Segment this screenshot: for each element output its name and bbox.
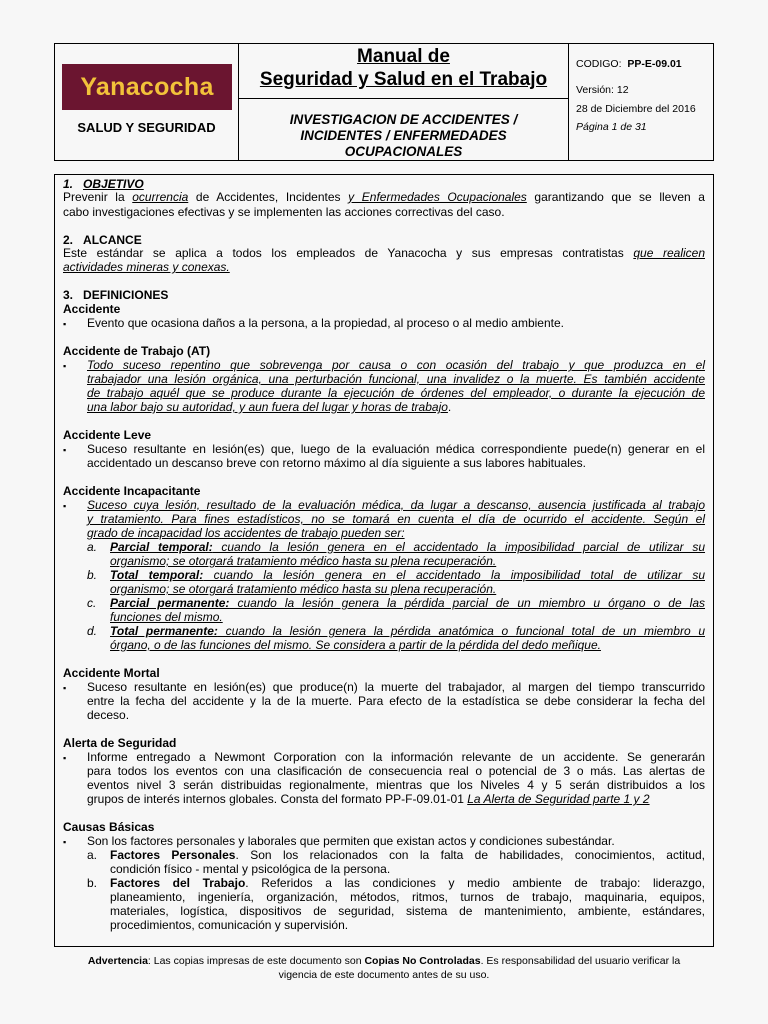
list-letter: d.	[87, 624, 98, 638]
bullet-icon: ▪	[63, 837, 67, 847]
definition-text: Son los factores personales y laborales que permiten que existan actos y condiciones subestándar.	[87, 834, 615, 848]
list-item: funciones del mismo.	[110, 610, 223, 624]
definition-text: eventos nivel 3 serán distribuidas regionalmente, mientras que los Niveles 4 y 5 serán distribuidos a los	[87, 778, 705, 792]
manual-title-line2: Seguridad y Salud en el Trabajo	[259, 69, 548, 90]
definition-text: y tratamiento. Para fines estadísticos, no se tomará en cuenta el día de ocurrido el accidente. Según el	[87, 512, 705, 526]
definition-text: Suceso resultante en lesión(es) que produce(n) la muerte del trabajador, al margen del tiempo transcurrido	[87, 680, 705, 694]
definition-title: Accidente Incapacitante	[63, 484, 201, 498]
department-label: SALUD Y SEGURIDAD	[77, 120, 216, 135]
subtitle-line: INVESTIGACION DE ACCIDENTES /	[289, 112, 518, 127]
definition-title: Accidente	[63, 302, 121, 316]
header-left-cell	[55, 44, 239, 160]
manual-title-line1: Manual de	[357, 46, 450, 67]
section-heading: 3. DEFINICIONES	[63, 288, 169, 302]
bullet-icon: ▪	[63, 753, 67, 763]
header-meta-cell	[569, 44, 713, 160]
list-letter: a.	[87, 540, 98, 554]
definition-text: para todos los eventos con una clasificación de consecuencia real o potencial de 3 o más. Las alertas de	[87, 764, 705, 778]
paragraph-line: Este estándar se aplica a todos los empleados de Yanacocha y sus empresas contratistas que realicen	[63, 246, 705, 260]
list-item: Parcial temporal: cuando la lesión genera en el accidentado la imposibilidad parcial de utilizar su	[110, 540, 706, 554]
code-value: PP-E-09.01	[627, 58, 682, 70]
definition-text: una labor bajo su autoridad, y aun fuera del lugar y horas de trabajo.	[87, 400, 452, 414]
list-letter: b.	[87, 568, 98, 582]
document-footer	[48, 954, 720, 982]
footer-line: vigencia de este documento antes de su uso.	[278, 969, 490, 981]
document-header	[54, 43, 714, 161]
list-letter: b.	[87, 876, 98, 890]
bullet-icon: ▪	[63, 683, 67, 693]
date: 28 de Diciembre del 2016	[576, 103, 696, 115]
list-item: condición físico - mental y psicológica de la persona.	[110, 862, 391, 876]
section-heading: 1. OBJETIVO	[63, 177, 144, 191]
list-item: planeamiento, ingeniería, organización, métodos, ritmos, turnos de trabajo, maquinaria, equipos,	[110, 890, 705, 904]
list-item: Total temporal: cuando la lesión genera en el accidentado la imposibilidad total de utilizar su	[110, 568, 705, 582]
header-title-cell	[239, 44, 569, 160]
bullet-icon: ▪	[63, 361, 67, 371]
definition-text: Todo suceso repentino que sobrevenga por causa o con ocasión del trabajo y que produzca en el	[87, 358, 705, 372]
footer-line: Advertencia: Las copias impresas de este documento son Copias No Controladas. Es responsabilidad del usuario verificar la	[87, 955, 681, 967]
definition-text: deceso.	[87, 708, 130, 722]
subtitle-line: INCIDENTES / ENFERMEDADES	[300, 128, 507, 143]
bullet-icon: ▪	[63, 501, 67, 511]
company-logo	[62, 64, 232, 110]
list-item: Factores Personales. Son los relacionados con la falta de habilidades, conocimientos, actitud,	[110, 848, 705, 862]
list-letter: a.	[87, 848, 98, 862]
logo-text: Yanacocha	[80, 72, 214, 101]
bullet-icon: ▪	[63, 445, 67, 455]
definition-text: entre la fecha del accidente y la de la muerte. Para efecto de la estadística se debe considerar la fecha del	[87, 694, 705, 708]
list-item: procedimientos, comunicación y supervisión.	[110, 918, 349, 932]
definition-text: trabajador una lesión orgánica, una perturbación funcional, una invalidez o la muerte. Es también accidente	[87, 372, 705, 386]
definition-title: Accidente de Trabajo (AT)	[63, 344, 211, 358]
list-item: organismo; se otorgará tratamiento médico hasta su plena recuperación.	[110, 582, 497, 596]
definition-title: Accidente Mortal	[63, 666, 160, 680]
list-item: Parcial permanente: cuando la lesión genera la pérdida parcial de un miembro u órgano o de las	[110, 596, 706, 610]
version: Versión: 12	[576, 84, 629, 96]
definition-text: Evento que ocasiona daños a la persona, a la propiedad, al proceso o al medio ambiente.	[87, 316, 564, 330]
definition-text: Informe entregado a Newmont Corporation con la información relevante de un accidente. Se generarán	[87, 750, 705, 764]
code-label: CODIGO:	[576, 58, 622, 70]
list-item: organismo; se otorgará tratamiento médico hasta su plena recuperación.	[110, 554, 497, 568]
list-letter: c.	[87, 596, 97, 610]
section-heading: 2. ALCANCE	[63, 233, 142, 247]
document-subtitle	[239, 112, 568, 160]
list-item: materiales, logística, dispositivos de seguridad, sistema de mantenimiento, ambiente, estándares,	[110, 904, 705, 918]
bullet-icon: ▪	[63, 319, 67, 329]
definition-text: Suceso resultante en lesión(es) que, luego de la evaluación médica correspondiente puede(n) generar en el	[87, 442, 705, 456]
title-divider	[239, 98, 568, 99]
paragraph-line: Prevenir la ocurrencia de Accidentes, Incidentes y Enfermedades Ocupacionales garantizando que se lleven a	[63, 190, 705, 204]
definition-title: Alerta de Seguridad	[63, 736, 177, 750]
page-number: Página 1 de 31	[576, 121, 647, 133]
definition-text: accidentado un descanso breve con retorno máximo al día siguiente a sus labores habituales.	[87, 456, 586, 470]
list-item: órgano, o de las funciones del mismo. Se considera a partir de la pérdida del dedo meñique.	[110, 638, 601, 652]
definition-title: Causas Básicas	[63, 820, 155, 834]
definition-text: de trabajo aquél que se produce durante la ejecución de órdenes del empleador, o durante la ejecución de	[87, 386, 705, 400]
code-row	[576, 58, 682, 70]
definition-text: grado de incapacidad los accidentes de trabajo pueden ser:	[87, 526, 405, 540]
paragraph-line: actividades mineras y conexas.	[63, 260, 230, 274]
definition-text: grupos de interés internos globales. Consta del formato PP-F-09.01-01 La Alerta de Seguridad parte 1 y 2	[87, 792, 650, 806]
subtitle-line: OCUPACIONALES	[344, 144, 463, 159]
definition-text: Suceso cuya lesión, resultado de la evaluación médica, da lugar a descanso, ausencia justificada al trabajo	[87, 498, 705, 512]
definition-title: Accidente Leve	[63, 428, 152, 442]
paragraph-line: cabo investigaciones efectivas y se implementen las acciones correctivas del caso.	[63, 205, 505, 219]
list-item: Factores del Trabajo. Referidos a las condiciones y medio ambiente de trabajo: liderazgo,	[110, 876, 705, 890]
list-item: Total permanente: cuando la lesión genera la pérdida anatómica o funcional total de un miembro u	[110, 624, 705, 638]
